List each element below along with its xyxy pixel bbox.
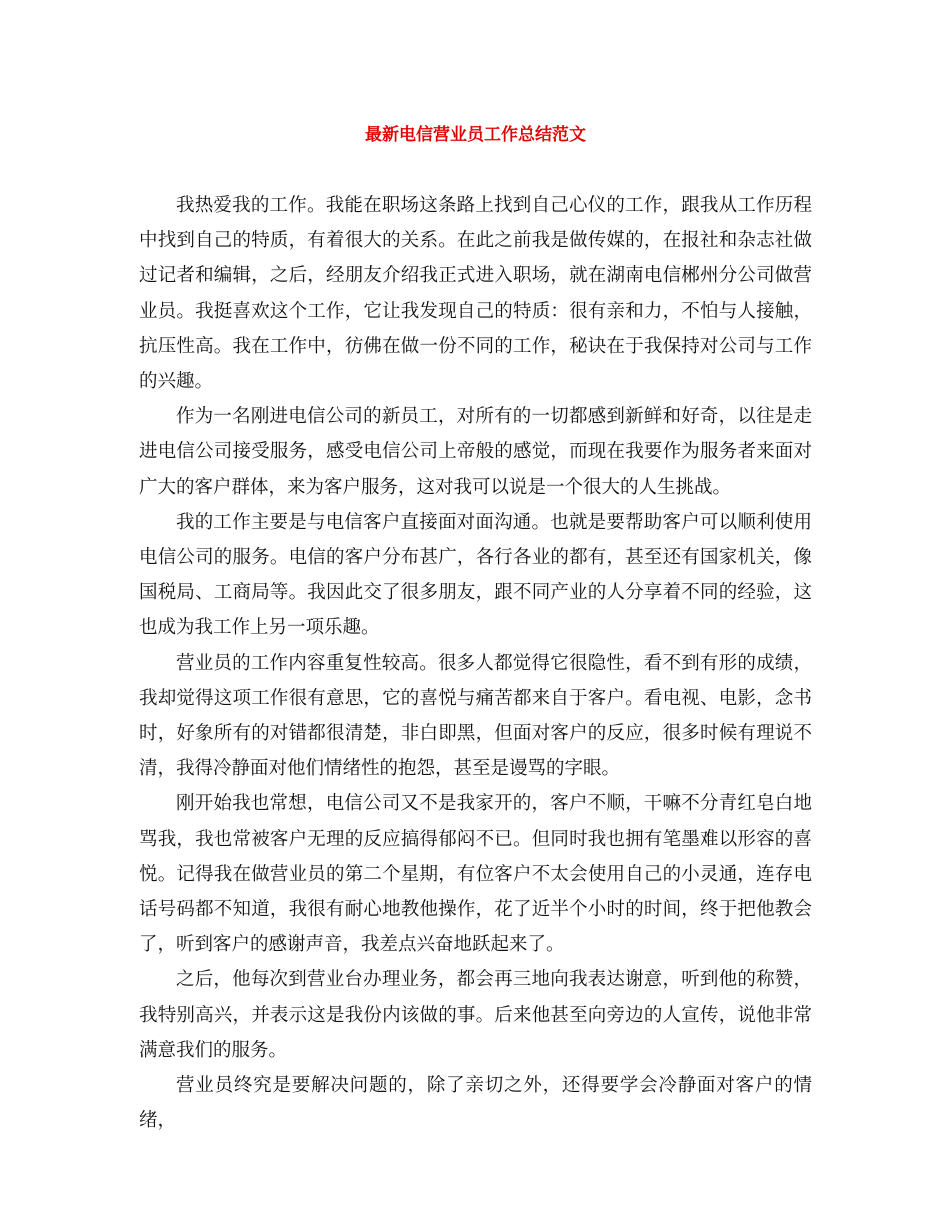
paragraph-7: 营业员终究是要解决问题的，除了亲切之外，还得要学会冷静面对客户的情绪， xyxy=(139,1075,812,1132)
paragraph-2: 作为一名刚进电信公司的新员工，对所有的一切都感到新鲜和好奇，以往是走进电信公司接受服务，感受电信公司上帝般的感觉，而现在我要作为服务者来面对广大的客户群体，来为客户服务，这对我可以说是一个很大的人生挑战。 xyxy=(139,406,812,498)
paragraph-6: 之后，他每次到营业台办理业务，都会再三地向我表达谢意，听到他的称赞，我特别高兴，并表示这是我份内该做的事。后来他甚至向旁边的人宣传，说他非常满意我们的服务。 xyxy=(139,969,812,1061)
document-body xyxy=(139,188,812,1138)
paragraph-1: 我热爱我的工作。我能在职场这条路上找到自己心仪的工作，跟我从工作历程中找到自己的特质，有着很大的关系。在此之前我是做传媒的，在报社和杂志社做过记者和编辑，之后，经朋友介绍我正式进入职场，就在湖南电信郴州分公司做营业员。我挺喜欢这个工作，它让我发现自己的特质：很有亲和力，不怕与人接触，抗压性高。我在工作中，彷佛在做一份不同的工作，秘诀在于我保持对公司与工作的兴趣。 xyxy=(139,195,812,393)
document-page xyxy=(139,0,812,1230)
document-title: 最新电信营业员工作总结范文 xyxy=(365,125,586,145)
paragraph-5: 刚开始我也常想，电信公司又不是我家开的，客户不顺，干嘛不分青红皂白地骂我，我也常被客户无理的反应搞得郁闷不已。但同时我也拥有笔墨难以形容的喜悦。记得我在做营业员的第二个星期，有位客户不太会使用自己的小灵通，连存电话号码都不知道，我很有耐心地教他操作，花了近半个小时的时间，终于把他教会了，听到客户的感谢声音，我差点兴奋地跃起来了。 xyxy=(139,793,812,956)
paragraph-3: 我的工作主要是与电信客户直接面对面沟通。也就是要帮助客户可以顺利使用电信公司的服务。电信的客户分布甚广，各行各业的都有，甚至还有国家机关，像国税局、工商局等。我因此交了很多朋友，跟不同产业的人分享着不同的经验，这也成为我工作上另一项乐趣。 xyxy=(139,511,812,639)
paragraph-4: 营业员的工作内容重复性较高。很多人都觉得它很隐性，看不到有形的成绩，我却觉得这项工作很有意思，它的喜悦与痛苦都来自于客户。看电视、电影，念书时，好象所有的对错都很清楚，非白即黑，但面对客户的反应，很多时候有理说不清，我得冷静面对他们情绪性的抱怨，甚至是谩骂的字眼。 xyxy=(139,652,812,780)
